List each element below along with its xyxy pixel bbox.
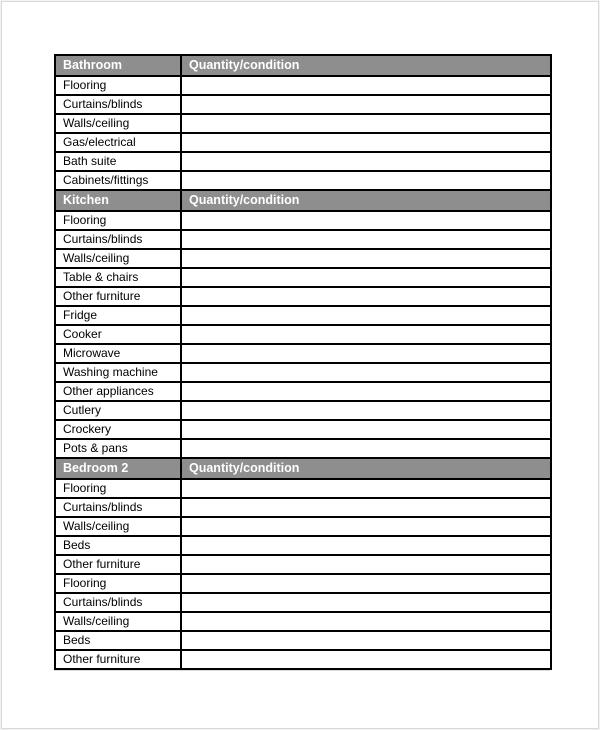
table-row <box>55 363 551 382</box>
table-row <box>55 498 551 517</box>
item-label: Walls/ceiling <box>55 249 181 268</box>
quantity-condition-cell[interactable] <box>181 133 551 152</box>
quantity-condition-cell[interactable] <box>181 363 551 382</box>
quantity-condition-cell[interactable] <box>181 230 551 249</box>
quantity-condition-cell[interactable] <box>181 171 551 190</box>
inventory-sheet <box>54 54 550 670</box>
table-row <box>55 593 551 612</box>
quantity-condition-cell[interactable] <box>181 479 551 498</box>
item-label: Flooring <box>55 76 181 95</box>
quantity-condition-cell[interactable] <box>181 439 551 458</box>
item-label: Flooring <box>55 574 181 593</box>
item-label: Curtains/blinds <box>55 498 181 517</box>
table-row <box>55 325 551 344</box>
document-page <box>1 1 599 729</box>
table-row <box>55 249 551 268</box>
table-row <box>55 439 551 458</box>
table-row <box>55 631 551 650</box>
table-row <box>55 268 551 287</box>
table-row <box>55 287 551 306</box>
table-row <box>55 479 551 498</box>
section-header-row <box>55 458 551 479</box>
table-row <box>55 420 551 439</box>
table-row <box>55 306 551 325</box>
quantity-condition-cell[interactable] <box>181 95 551 114</box>
quantity-condition-cell[interactable] <box>181 306 551 325</box>
section-title: Kitchen <box>55 190 181 211</box>
item-label: Walls/ceiling <box>55 612 181 631</box>
table-row <box>55 133 551 152</box>
quantity-condition-cell[interactable] <box>181 401 551 420</box>
quantity-condition-cell[interactable] <box>181 650 551 669</box>
item-label: Fridge <box>55 306 181 325</box>
item-label: Walls/ceiling <box>55 114 181 133</box>
item-label: Other furniture <box>55 287 181 306</box>
quantity-condition-cell[interactable] <box>181 612 551 631</box>
table-row <box>55 95 551 114</box>
item-label: Beds <box>55 536 181 555</box>
quantity-condition-cell[interactable] <box>181 211 551 230</box>
item-label: Table & chairs <box>55 268 181 287</box>
quantity-condition-header: Quantity/condition <box>181 55 551 76</box>
item-label: Cabinets/fittings <box>55 171 181 190</box>
table-row <box>55 152 551 171</box>
section-title: Bathroom <box>55 55 181 76</box>
section-header-row <box>55 190 551 211</box>
quantity-condition-cell[interactable] <box>181 152 551 171</box>
quantity-condition-cell[interactable] <box>181 555 551 574</box>
item-label: Curtains/blinds <box>55 230 181 249</box>
table-row <box>55 230 551 249</box>
item-label: Other furniture <box>55 650 181 669</box>
quantity-condition-cell[interactable] <box>181 593 551 612</box>
item-label: Gas/electrical <box>55 133 181 152</box>
table-row <box>55 211 551 230</box>
table-row <box>55 344 551 363</box>
table-row <box>55 517 551 536</box>
quantity-condition-cell[interactable] <box>181 498 551 517</box>
item-label: Curtains/blinds <box>55 95 181 114</box>
quantity-condition-header: Quantity/condition <box>181 458 551 479</box>
item-label: Microwave <box>55 344 181 363</box>
quantity-condition-cell[interactable] <box>181 325 551 344</box>
quantity-condition-cell[interactable] <box>181 287 551 306</box>
section-header-row <box>55 55 551 76</box>
table-row <box>55 536 551 555</box>
item-label: Other furniture <box>55 555 181 574</box>
table-row <box>55 612 551 631</box>
item-label: Beds <box>55 631 181 650</box>
item-label: Washing machine <box>55 363 181 382</box>
item-label: Pots & pans <box>55 439 181 458</box>
item-label: Cutlery <box>55 401 181 420</box>
inventory-table <box>54 54 552 670</box>
item-label: Crockery <box>55 420 181 439</box>
item-label: Other appliances <box>55 382 181 401</box>
item-label: Flooring <box>55 479 181 498</box>
quantity-condition-cell[interactable] <box>181 420 551 439</box>
table-row <box>55 401 551 420</box>
table-row <box>55 382 551 401</box>
item-label: Cooker <box>55 325 181 344</box>
item-label: Bath suite <box>55 152 181 171</box>
table-row <box>55 574 551 593</box>
quantity-condition-cell[interactable] <box>181 249 551 268</box>
item-label: Curtains/blinds <box>55 593 181 612</box>
item-label: Flooring <box>55 211 181 230</box>
table-row <box>55 171 551 190</box>
quantity-condition-cell[interactable] <box>181 536 551 555</box>
quantity-condition-cell[interactable] <box>181 574 551 593</box>
table-row <box>55 76 551 95</box>
table-row <box>55 114 551 133</box>
quantity-condition-cell[interactable] <box>181 631 551 650</box>
section-title: Bedroom 2 <box>55 458 181 479</box>
table-row <box>55 650 551 669</box>
quantity-condition-cell[interactable] <box>181 268 551 287</box>
quantity-condition-cell[interactable] <box>181 517 551 536</box>
page-rule <box>54 670 550 671</box>
quantity-condition-cell[interactable] <box>181 344 551 363</box>
table-row <box>55 555 551 574</box>
item-label: Walls/ceiling <box>55 517 181 536</box>
quantity-condition-header: Quantity/condition <box>181 190 551 211</box>
quantity-condition-cell[interactable] <box>181 114 551 133</box>
quantity-condition-cell[interactable] <box>181 382 551 401</box>
quantity-condition-cell[interactable] <box>181 76 551 95</box>
